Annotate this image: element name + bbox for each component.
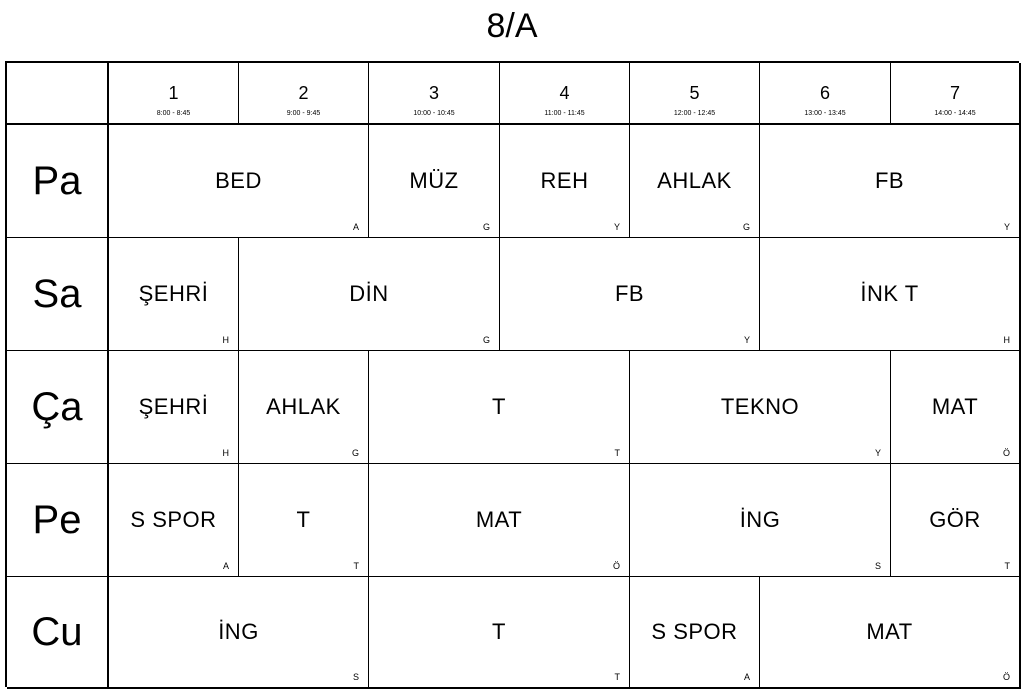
day-label: Ça — [7, 351, 109, 464]
period-time: 8:00 - 8:45 — [156, 110, 191, 117]
subject-label: ŞEHRİ — [138, 394, 209, 419]
teacher-code: Y — [743, 335, 750, 345]
teacher-code: S — [874, 561, 881, 571]
period-time: 11:00 - 11:45 — [544, 110, 585, 117]
period-header — [109, 63, 239, 125]
teacher-code: G — [482, 335, 490, 345]
lesson-cell — [630, 351, 891, 464]
lesson-cell — [239, 238, 500, 351]
subject-label: FB — [614, 281, 645, 306]
period-number: 3 — [428, 83, 439, 103]
teacher-code: G — [482, 222, 490, 232]
period-time: 12:00 - 12:45 — [673, 110, 716, 117]
lesson-cell — [760, 125, 1021, 238]
subject-label: İNG — [739, 507, 781, 532]
period-header — [369, 63, 500, 125]
lesson-cell — [109, 238, 239, 351]
period-header — [760, 63, 891, 125]
lesson-cell — [891, 464, 1021, 577]
lesson-cell — [630, 125, 760, 238]
subject-label: MAT — [475, 507, 523, 532]
period-number: 6 — [819, 83, 830, 103]
subject-label: T — [492, 394, 506, 419]
subject-label: FB — [874, 168, 905, 193]
subject-label: DİN — [349, 281, 389, 306]
lesson-cell — [109, 125, 369, 238]
teacher-code: Ö — [612, 561, 620, 571]
subject-label: AHLAK — [657, 168, 732, 193]
subject-label: BED — [215, 168, 262, 193]
period-number: 5 — [689, 83, 700, 103]
subject-label: S SPOR — [130, 507, 217, 532]
subject-label: İNG — [218, 619, 259, 644]
period-header — [630, 63, 760, 125]
subject-label: T — [492, 619, 506, 644]
subject-label: S SPOR — [651, 619, 738, 644]
subject-label: İNK T — [860, 281, 919, 306]
teacher-code: A — [743, 672, 750, 682]
day-label: Sa — [7, 238, 109, 351]
lesson-cell — [500, 125, 630, 238]
subject-label: AHLAK — [266, 394, 341, 419]
teacher-code: H — [222, 448, 229, 458]
lesson-cell — [109, 351, 239, 464]
lesson-cell — [891, 351, 1021, 464]
lesson-cell — [500, 238, 760, 351]
lesson-cell — [630, 577, 760, 689]
day-label: Pa — [7, 125, 109, 238]
page-title: 8/A — [486, 7, 538, 45]
teacher-code: Y — [874, 448, 881, 458]
lesson-cell — [109, 577, 369, 689]
teacher-code: S — [352, 672, 359, 682]
teacher-code: Ö — [1002, 448, 1010, 458]
subject-label: MAT — [866, 619, 913, 644]
lesson-cell — [109, 464, 239, 577]
teacher-code: H — [222, 335, 229, 345]
subject-label: MAT — [931, 394, 979, 419]
timetable — [5, 61, 1019, 687]
teacher-code: G — [742, 222, 750, 232]
lesson-cell — [239, 464, 369, 577]
teacher-code: T — [353, 561, 359, 571]
period-time: 13:00 - 13:45 — [804, 110, 846, 117]
subject-label: ŞEHRİ — [138, 281, 209, 306]
period-header — [891, 63, 1021, 125]
lesson-cell — [760, 238, 1021, 351]
period-time: 9:00 - 9:45 — [286, 110, 321, 117]
period-number: 2 — [298, 83, 309, 103]
subject-label: T — [296, 507, 311, 532]
lesson-cell — [369, 577, 630, 689]
day-label: Cu — [7, 577, 109, 689]
subject-label: TEKNO — [720, 394, 800, 419]
teacher-code: A — [222, 561, 229, 571]
teacher-code: Y — [1003, 222, 1010, 232]
teacher-code: H — [1003, 335, 1010, 345]
period-time: 14:00 - 14:45 — [934, 110, 976, 117]
teacher-code: Y — [613, 222, 620, 232]
period-header — [500, 63, 630, 125]
teacher-code: G — [351, 448, 359, 458]
period-number: 7 — [949, 83, 960, 103]
subject-label: REH — [540, 168, 589, 193]
teacher-code: T — [614, 672, 620, 682]
lesson-cell — [239, 351, 369, 464]
period-time: 10:00 - 10:45 — [413, 110, 455, 117]
subject-label: MÜZ — [409, 168, 459, 193]
lesson-cell — [369, 464, 630, 577]
teacher-code: Ö — [1002, 672, 1010, 682]
teacher-code: T — [1004, 561, 1010, 571]
lesson-cell — [369, 351, 630, 464]
period-number: 4 — [559, 83, 570, 103]
day-label: Pe — [7, 464, 109, 577]
header-corner — [7, 63, 109, 125]
subject-label: GÖR — [929, 507, 981, 532]
teacher-code: A — [352, 222, 359, 232]
period-number: 1 — [168, 83, 179, 103]
lesson-cell — [630, 464, 891, 577]
lesson-cell — [369, 125, 500, 238]
teacher-code: T — [614, 448, 620, 458]
lesson-cell — [760, 577, 1021, 689]
period-header — [239, 63, 369, 125]
